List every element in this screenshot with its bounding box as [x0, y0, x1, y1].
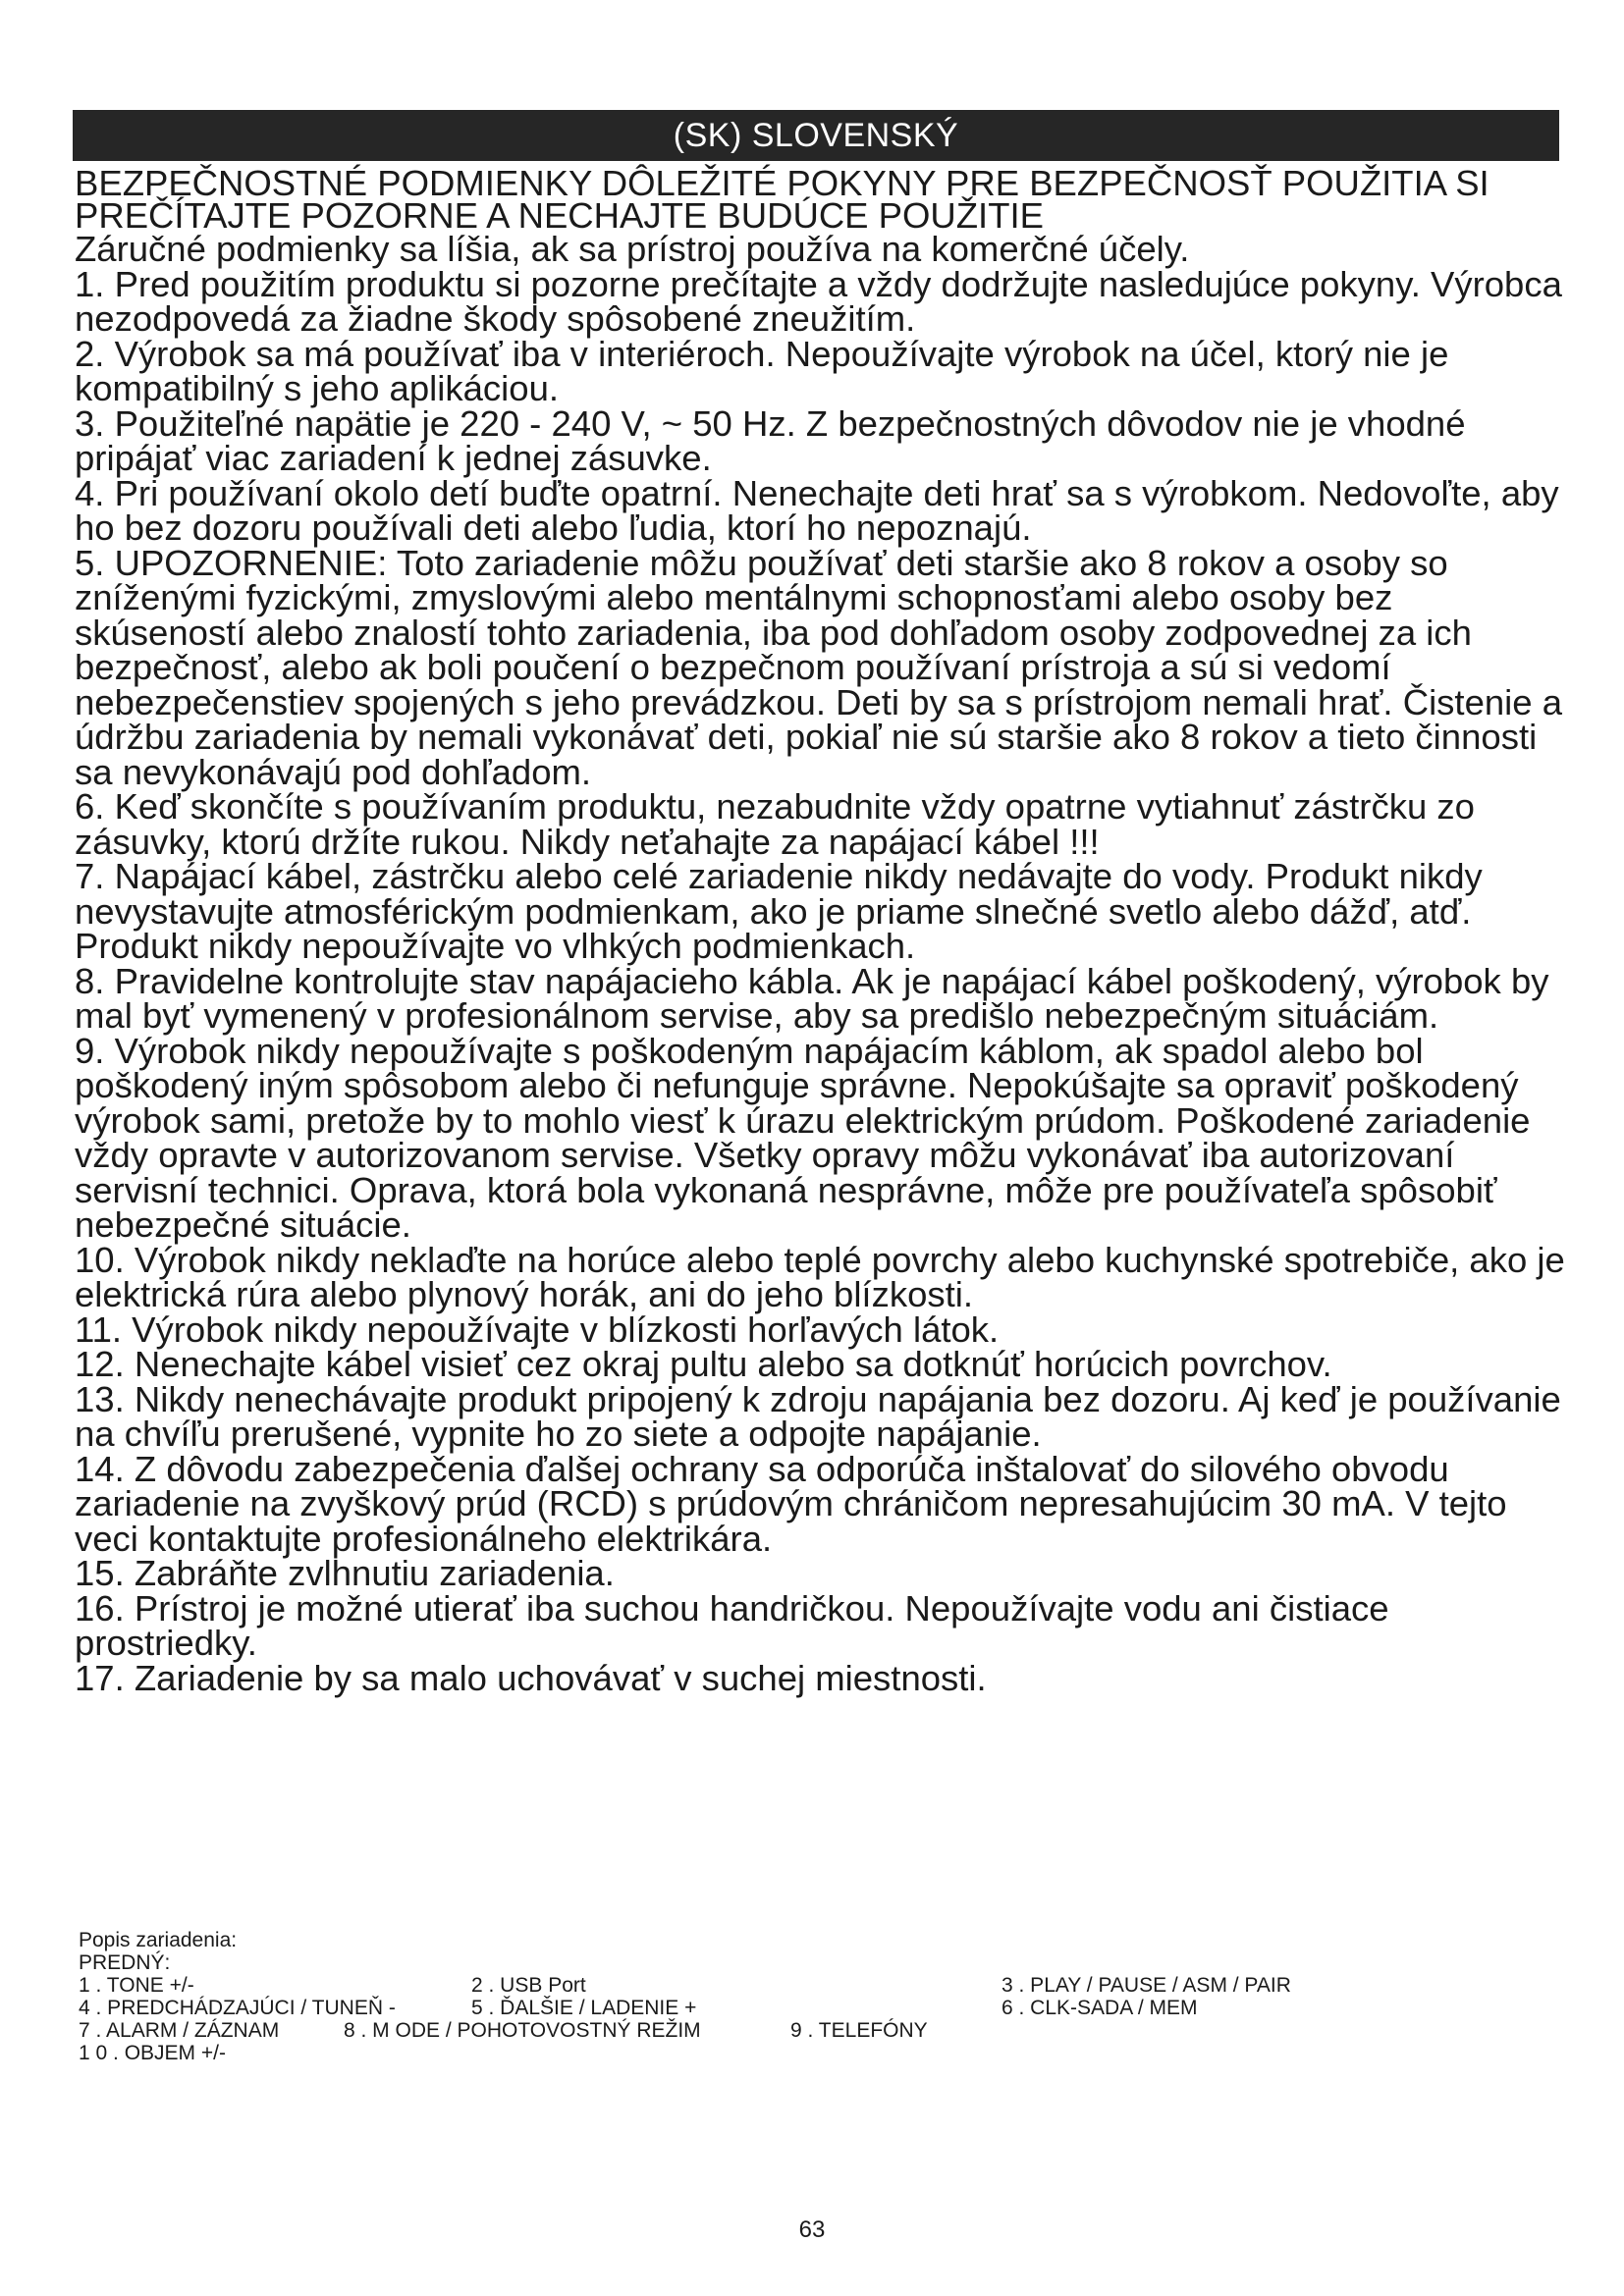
- control-label: 8 . M ODE / POHOTOVOSTNÝ REŽIM: [344, 2019, 701, 2042]
- safety-item: 8. Pravidelne kontrolujte stav napájacieho kábla. Ak je napájací kábel poškodený, výrobok by mal byť vymenený v profesionálnom servise, aby sa predišlo nebezpečným situáciám.: [75, 960, 1549, 1036]
- device-description-title: [79, 1929, 1355, 1951]
- safety-item: 11. Výrobok nikdy nepoužívajte v blízkosti horľavých látok.: [75, 1308, 1000, 1350]
- safety-item: 9. Výrobok nikdy nepoužívajte s poškodeným napájacím káblom, ak spadol alebo bol poškodený iným spôsobom alebo či nefunguje správne. Nepokúšajte sa opraviť poškodený výrobok sami, pretože by to mohlo viesť k úrazu elektrickým prúdom. Poškodené zariadenie vždy opravte v autorizovanom servise. Všetky opravy môžu vykonávať iba autorizovaní servisní technici. Oprava, ktorá bola vykonaná nesprávne, môže pre používateľa spôsobiť nebezpečné situácie.: [75, 1030, 1531, 1245]
- control-row: [79, 1997, 1355, 2019]
- safety-item: 14. Z dôvodu zabezpečenia ďalšej ochrany sa odporúča inštalovať do silového obvodu zariadenie na zvyškový prúd (RCD) s prúdovým chráničom nepresahujúcim 30 mA. V tejto veci kontaktujte profesionálneho elektrikára.: [75, 1448, 1507, 1559]
- safety-item: 3. Použiteľné napätie je 220 - 240 V, ~ 50 Hz. Z bezpečnostných dôvodov nie je vhodné pripájať viac zariadení k jednej zásuvke.: [75, 402, 1466, 478]
- device-description-section: [79, 1951, 1355, 1974]
- control-label: 1 0 . OBJEM +/-: [79, 2042, 226, 2064]
- safety-item: 5. UPOZORNENIE: Toto zariadenie môžu používať deti staršie ako 8 rokov a osoby so zníženými fyzickými, zmyslovými alebo mentálnymi schopnosťami alebo osoby bez skúseností alebo znalostí tohto zariadenia, iba pod dohľadom osoby zodpovednej za ich bezpečnosť, alebo ak boli poučení o bezpečnom používaní prístroja a sú si vedomí nebezpečenstiev spojených s jeho prevádzkou. Deti by sa s prístrojom nemali hrať. Čistenie a údržbu zariadenia by nemali vykonávať deti, pokiaľ nie sú staršie ako 8 rokov a tieto činnosti sa nevykonávajú pod dohľadom.: [75, 542, 1563, 792]
- control-row: [79, 2019, 1355, 2042]
- safety-item: 12. Nenechajte kábel visieť cez okraj pultu alebo sa dotknúť horúcich povrchov.: [75, 1344, 1332, 1384]
- safety-item: 2. Výrobok sa má používať iba v interiéroch. Nepoužívajte výrobok na účel, ktorý nie je kompatibilný s jeho aplikáciou.: [75, 333, 1449, 408]
- safety-item: 6. Keď skončíte s používaním produktu, nezabudnite vždy opatrne vytiahnuť zástrčku zo zásuvky, ktorú držíte rukou. Nikdy neťahajte za napájací kábel !!!: [75, 786, 1475, 862]
- safety-item: 1. Pred použitím produktu si pozorne prečítajte a vždy dodržujte nasledujúce pokyny. Výrobca nezodpovedá za žiadne škody spôsobené zneužitím.: [75, 263, 1562, 339]
- control-label: 6 . CLK-SADA / MEM: [1001, 1997, 1198, 2019]
- language-banner-label: (SK) SLOVENSKÝ: [673, 116, 959, 154]
- safety-heading: BEZPEČNOSTNÉ PODMIENKY DÔLEŽITÉ POKYNY PRE BEZPEČNOSŤ POUŽITIA SI PREČÍTAJTE POZORNE A NECHAJTE BUDÚCE POUŽITIE: [75, 163, 1489, 236]
- control-label: 9 . TELEFÓNY: [790, 2019, 928, 2042]
- control-row: [79, 1974, 1355, 1997]
- safety-item: 4. Pri používaní okolo detí buďte opatrní. Nenechajte deti hrať sa s výrobkom. Nedovoľte, aby ho bez dozoru používali deti alebo ľudia, ktorí ho nepoznajú.: [75, 472, 1559, 548]
- control-label: 4 . PREDCHÁDZAJÚCI / TUNEŇ -: [79, 1997, 396, 2019]
- control-label: 5 . ĎALŠIE / LADENIE +: [471, 1997, 697, 2019]
- control-label: 1 . TONE +/-: [79, 1974, 194, 1997]
- control-label: 2 . USB Port: [471, 1974, 586, 1997]
- safety-item: 10. Výrobok nikdy neklaďte na horúce alebo teplé povrchy alebo kuchynské spotrebiče, ako je elektrická rúra alebo plynový horák, ani do jeho blízkosti.: [75, 1239, 1565, 1314]
- language-banner: [73, 110, 1559, 161]
- safety-instructions: [75, 163, 1567, 1698]
- warranty-note: Záručné podmienky sa líšia, ak sa prístroj používa na komerčné účely.: [75, 229, 1190, 269]
- control-row: [79, 2042, 1355, 2064]
- safety-item: 7. Napájací kábel, zástrčku alebo celé zariadenie nikdy nedávajte do vody. Produkt nikdy nevystavujte atmosférickým podmienkam, ako je priame slnečné svetlo alebo dážď, atď. Produkt nikdy nepoužívajte vo vlhkých podmienkach.: [75, 856, 1483, 966]
- safety-item: 13. Nikdy nenechávajte produkt pripojený k zdroju napájania bez dozoru. Aj keď je používanie na chvíľu prerušené, vypnite ho zo siete a odpojte napájanie.: [75, 1378, 1561, 1454]
- device-description: [79, 1929, 1355, 2064]
- safety-item: 15. Zabráňte zvlhnutiu zariadenia.: [75, 1553, 615, 1593]
- control-label: 7 . ALARM / ZÁZNAM: [79, 2019, 280, 2042]
- control-label: 3 . PLAY / PAUSE / ASM / PAIR: [1001, 1974, 1291, 1997]
- device-description-title-text: Popis zariadenia:: [79, 1929, 238, 1951]
- front-panel-label: PREDNÝ:: [79, 1951, 171, 1974]
- safety-body: [75, 229, 1567, 1698]
- safety-item: 17. Zariadenie by sa malo uchovávať v suchej miestnosti.: [75, 1657, 987, 1698]
- page-number: 63: [798, 2216, 826, 2243]
- safety-item: 16. Prístroj je možné utierať iba suchou handričkou. Nepoužívajte vodu ani čistiace prostriedky.: [75, 1587, 1389, 1663]
